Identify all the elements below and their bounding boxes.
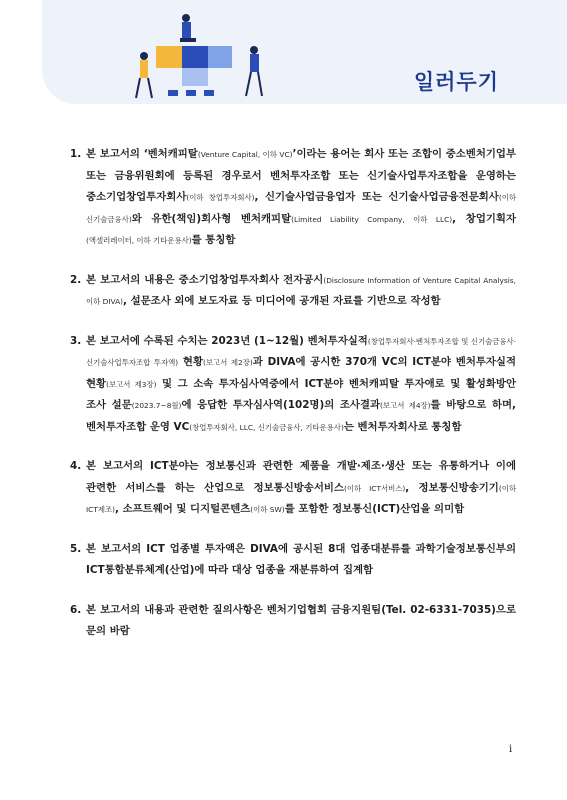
page-title: 일러두기 <box>413 70 499 94</box>
note-text: 과 DIVA에 공시한 370개 VC의 ICT분야 벤처투자실적 현황 <box>86 356 516 390</box>
note-small-text: (창업투자회사, LLC, 신기술금융사, 기타운용사) <box>189 422 344 432</box>
note-item <box>70 270 516 313</box>
note-small-text: (Venture Capital, 이하 VC) <box>197 150 293 159</box>
note-text: , 정보통신방송기기 <box>405 481 499 494</box>
note-small-text: (2023.7~8월) <box>131 401 182 410</box>
note-small-text: (Limited Liability Company, 이하 LLC) <box>291 214 453 224</box>
note-text: 는 벤처투자회사로 통칭함 <box>343 420 462 433</box>
page-number: i <box>509 744 513 755</box>
note-number: 5. <box>70 542 82 555</box>
note-small-text: (이하 신기술금융사) <box>86 193 517 224</box>
header-banner <box>42 0 567 104</box>
note-text: ’이라는 용어는 회사 또는 조합이 중소벤처기업부 또는 금융위원회에 등록된 경우로서 벤처투자조합 또는 신기술사업투자조합을 운영하는 중소기업창업투자회사 <box>86 148 516 203</box>
note-text: 와 유한(책임)회사형 벤처캐피탈 <box>131 212 292 225</box>
note-text: 본 보고서의 내용과 관련한 질의사항은 벤처기업협회 금융지원팀(Tel. 02-6331-7035)으로 문의 바람 <box>86 603 516 637</box>
note-text: 본 보고서의 ICT 업종별 투자액은 DIVA에 공시된 8대 업종대분류를 과학기술정보통신부의 ICT통합분류체계(산업)에 따라 대상 업종을 재분류하여 집계함 <box>86 542 516 576</box>
note-number: 3. <box>70 334 82 347</box>
note-text: , 소프트웨어 및 디지털콘텐츠 <box>115 503 251 515</box>
note-text: 본 보고서의 ‘벤처캐피탈 <box>86 148 198 160</box>
note-item <box>70 539 516 582</box>
note-text: 를 바탕으로 하며, 벤처투자조합 운영 VC <box>86 399 516 433</box>
note-text: 본 보고서에 수록된 수치는 2023년 (1~12월) 벤처투자실적 <box>86 334 368 347</box>
note-small-text: (Disclosure Information of Venture Capital Analysis, 이하 DIVA) <box>86 275 516 306</box>
note-small-text: (액셀러레이터, 이하 기타운용사) <box>86 236 192 245</box>
note-small-text: (이하 ICT제조) <box>86 483 516 514</box>
note-small-text: (보고서 제2장) <box>203 358 253 367</box>
note-text: 및 그 소속 투자심사역중에서 ICT분야 벤처캐피탈 투자애로 및 활성화방안 조사 설문 <box>86 377 517 411</box>
note-small-text: (보고서 제4장) <box>380 401 431 410</box>
note-item <box>70 144 516 252</box>
note-text: , 창업기획자 <box>452 212 516 225</box>
note-small-text: (이하 SW) <box>250 505 285 514</box>
note-number: 6. <box>70 603 82 616</box>
notes-list <box>70 144 516 643</box>
note-number: 1. <box>70 148 82 160</box>
note-item <box>70 456 516 521</box>
note-text: 본 보고서의 ICT분야는 정보통신과 관련한 제품을 개발·제조·생산 또는 유통하거나 이에 관련한 서비스를 하는 산업으로 정보통신방송서비스 <box>86 460 516 494</box>
note-number: 4. <box>70 460 82 472</box>
note-item <box>70 331 516 439</box>
note-text: 본 보고서의 내용은 중소기업창업투자회사 전자공시 <box>86 273 324 286</box>
note-number: 2. <box>70 273 82 286</box>
note-small-text: (창업투자회사·벤처투자조합 및 신기술금융사·신기술사업투자조합 투자액) <box>86 336 516 367</box>
note-item <box>70 600 516 643</box>
note-small-text: (이하 창업투자회사) <box>186 193 255 202</box>
note-text: 를 통칭함 <box>191 234 236 246</box>
note-text: 에 응답한 투자심사역(102명)의 조사결과 <box>181 399 381 411</box>
note-text: , 신기술사업금융업자 또는 신기술사업금융전문회사 <box>254 191 499 203</box>
note-small-text: (보고서 제3장) <box>106 379 157 389</box>
note-text: , 설문조사 외에 보도자료 등 미디어에 공개된 자료를 기반으로 작성함 <box>123 295 441 307</box>
note-text: 를 포함한 정보통신(ICT)산업을 의미함 <box>284 503 465 515</box>
note-text: 현황 <box>178 356 204 368</box>
teamwork-puzzle-illustration <box>126 6 276 102</box>
note-small-text: (이하 ICT서비스) <box>343 483 406 493</box>
